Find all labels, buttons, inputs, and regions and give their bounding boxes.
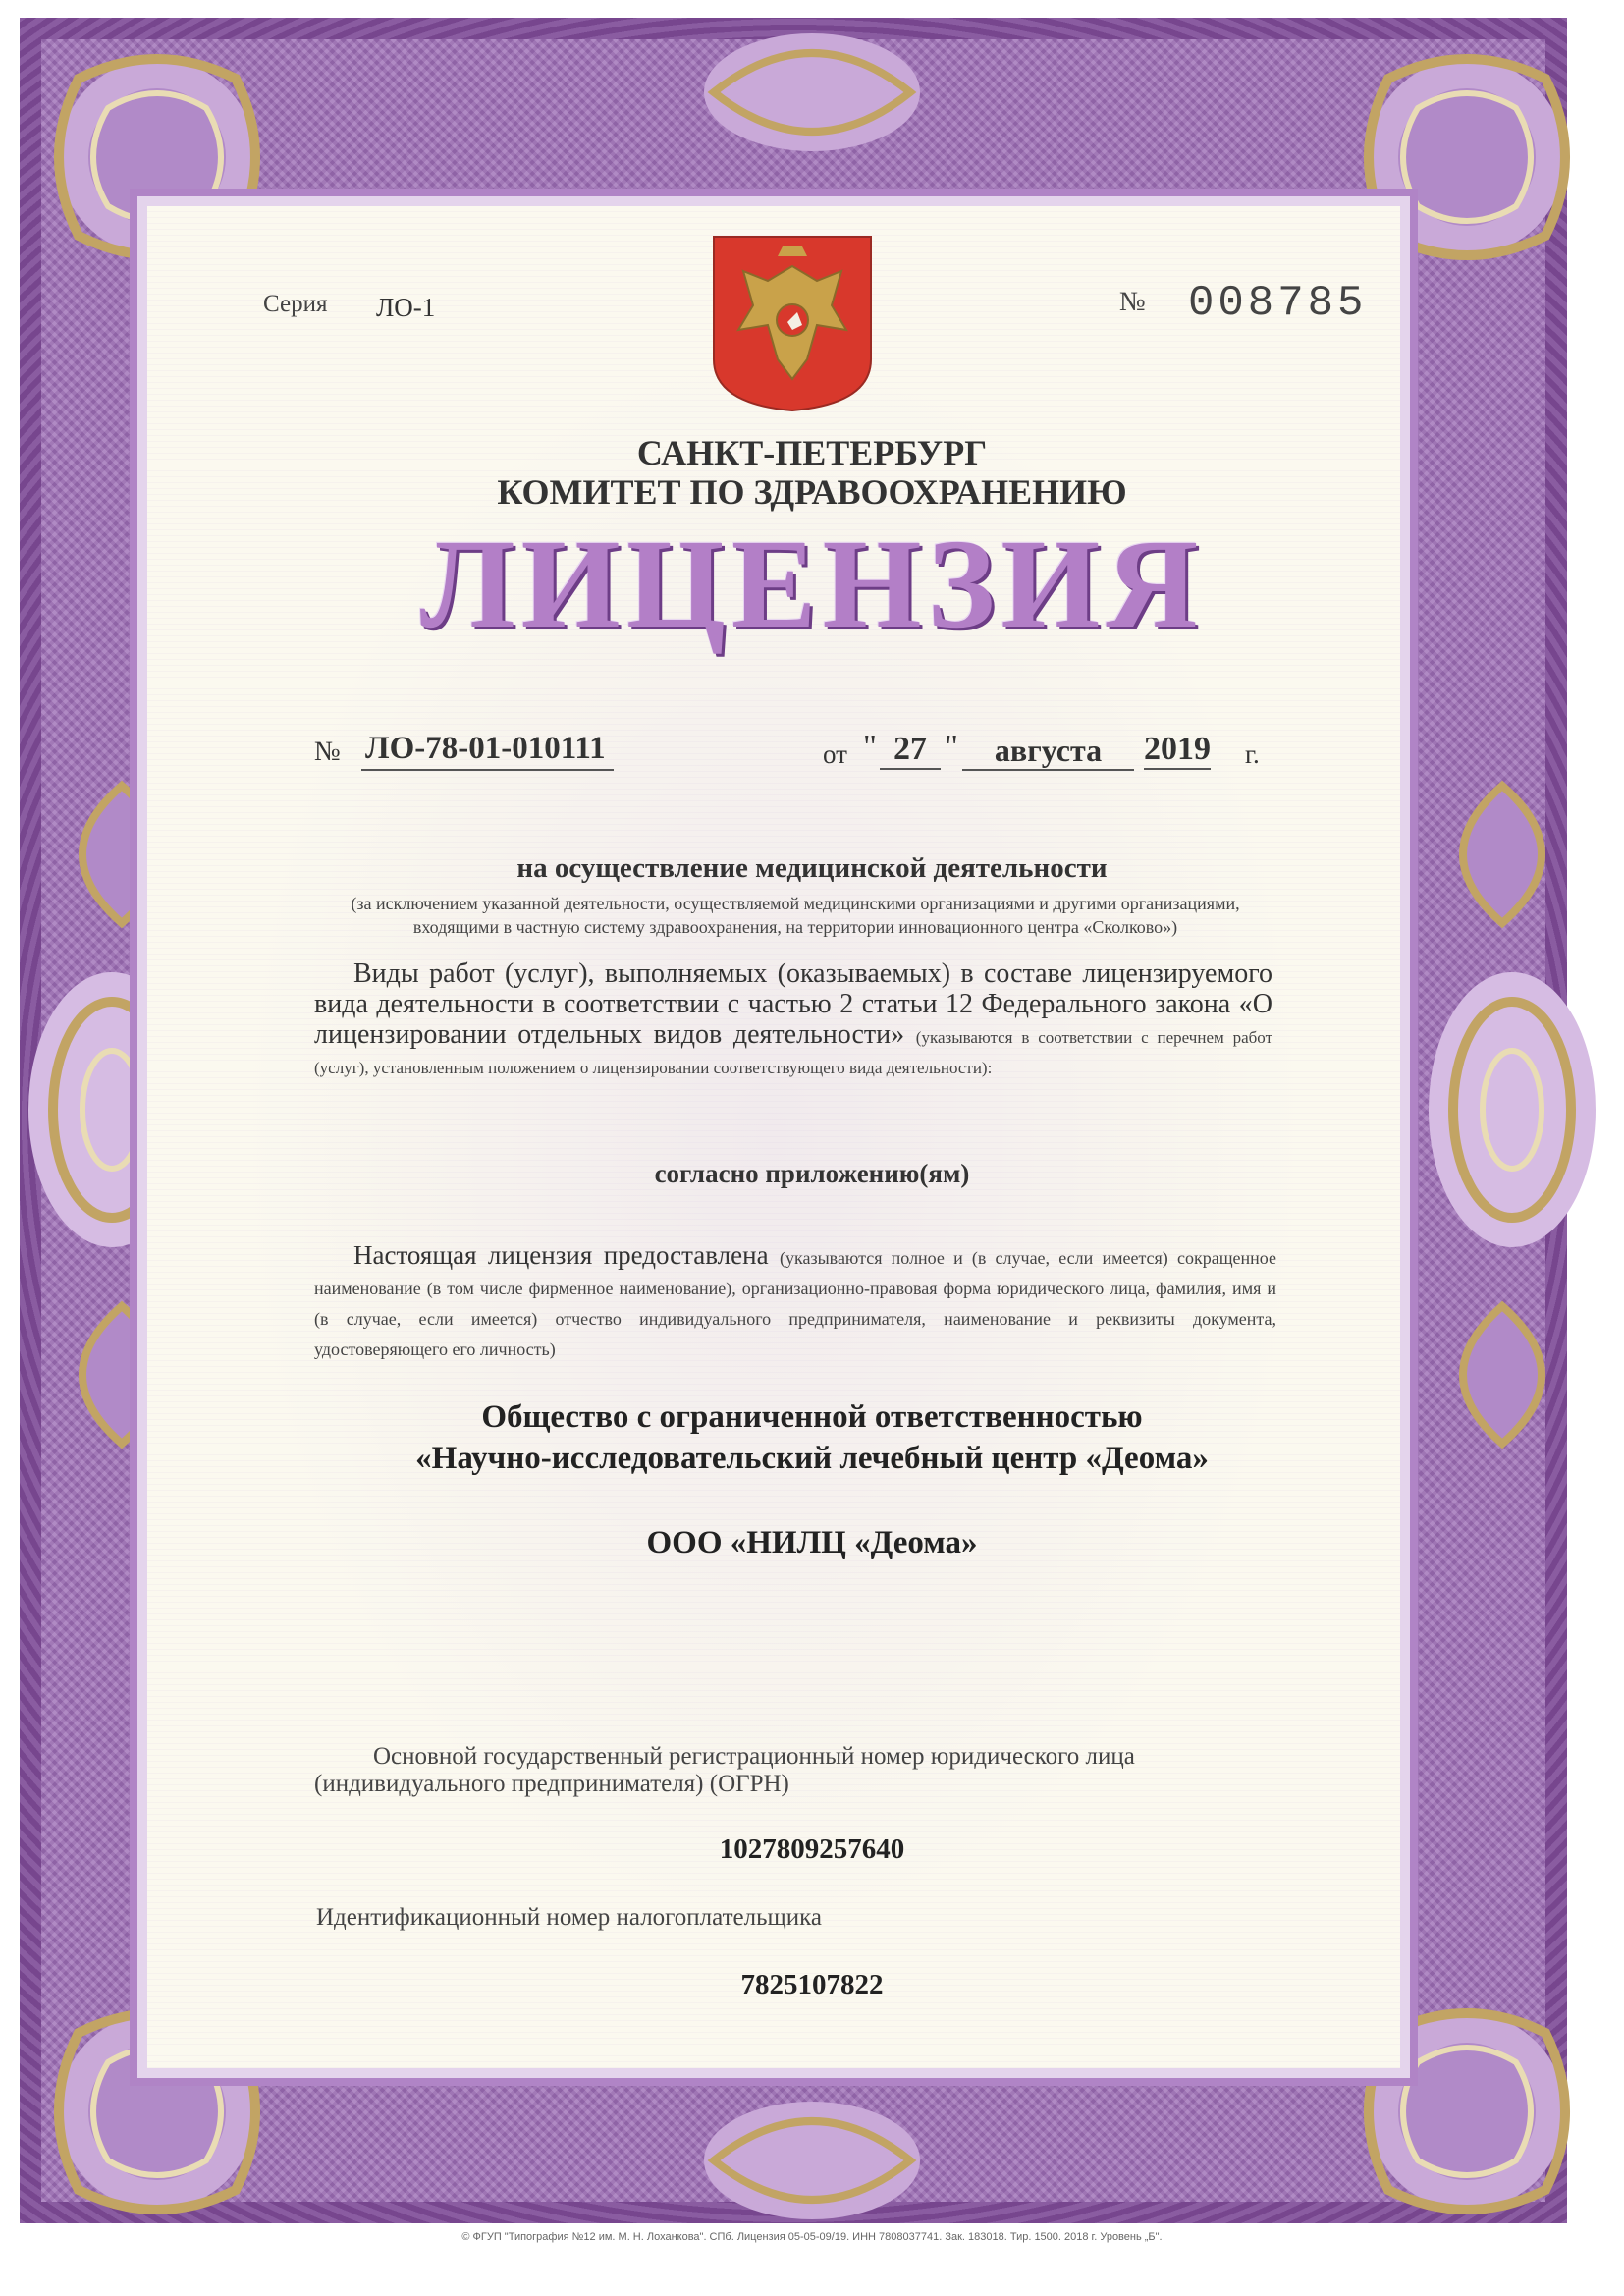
granted-note-text: (указываются полное и (в случае, если имеется) сокращенное наименование (в том числе фирменное наименование), организационно-правовая форма юридического лица, фамилия, имя и (в случае, если имеется) отчество индивидуального предпринимателя, наименование и реквизиты документа, удостоверяющего его личность) [314,1248,1277,1359]
license-date-day: 27 [880,731,941,770]
activity-exclusion-note: (за исключением указанной деятельности, осуществляемой медицинскими организациями и другими организациями, входящими в частную систему здравоохранения, на территории инновационного центра «Сколково») [351,894,1240,937]
authority-city: САНКТ-ПЕТЕРБУРГ [636,433,988,472]
date-close-quote: " [945,729,958,765]
blank-number-value: 008785 [1188,279,1368,328]
works-description [314,958,1272,1080]
granted-main-text: Настоящая лицензия предоставлена [353,1240,769,1270]
series-label: Серия [263,291,328,317]
ogrn-value: 1027809257640 [719,1833,905,1865]
organization-full-name-line1: Общество с ограниченной ответственностью [481,1399,1143,1435]
organization-full-name-line2: «Научно-исследовательский лечебный центр «Деома» [415,1441,1209,1476]
bottom-ornament-icon [694,2092,930,2229]
coat-of-arms-icon [709,232,876,413]
license-number-value: ЛО-78-01-010111 [361,731,614,771]
license-date-year: 2019 [1144,731,1211,770]
per-annex-text: согласно приложению(ям) [654,1159,970,1188]
side-medallion-icon [1424,962,1600,1257]
date-from-label: от [823,739,847,769]
license-date-month: августа [962,733,1134,771]
blank-number-label: № [1119,287,1146,317]
series-value: ЛО-1 [376,293,436,322]
authority-committee: КОМИТЕТ ПО ЗДРАВООХРАНЕНИЮ [497,472,1127,512]
date-open-quote: " [863,729,877,765]
activity-title: на осуществление медицинской деятельности [516,852,1108,884]
works-main-text: Виды работ (услуг), выполняемых (оказываемых) в составе лицензируемого вида деятельности в соответствии с частью 2 статьи 12 Федерального закона «О лицензировании отдельных видов деятельности» [314,958,1272,1050]
document-title: ЛИЦЕНЗИЯ [419,514,1205,655]
inn-value: 7825107822 [740,1969,884,2000]
inn-label: Идентификационный номер налогоплательщика [316,1904,823,1931]
organization-short-name: ООО «НИЛЦ «Деома» [646,1525,978,1560]
top-ornament-icon [694,24,930,161]
ogrn-label: Основной государственный регистрационный номер юридического лица (индивидуального предпринимателя) (ОГРН) [314,1743,1135,1797]
printer-imprint: © ФГУП "Типография №12 им. М. Н. Лоханкова". СПб. Лицензия 05-05-09/19. ИНН 7808037741. Зак. 183018. Тир. 1500. 2018 г. Уровень „Б". [461,2231,1163,2243]
works-note-text: (указываются в соответствии с перечнем работ (услуг), установленным положением о лицензировании соответствующего вида деятельности): [314,1028,1273,1077]
date-year-suffix: г. [1245,739,1260,769]
license-number-label: № [314,737,341,767]
granted-description [314,1240,1276,1362]
